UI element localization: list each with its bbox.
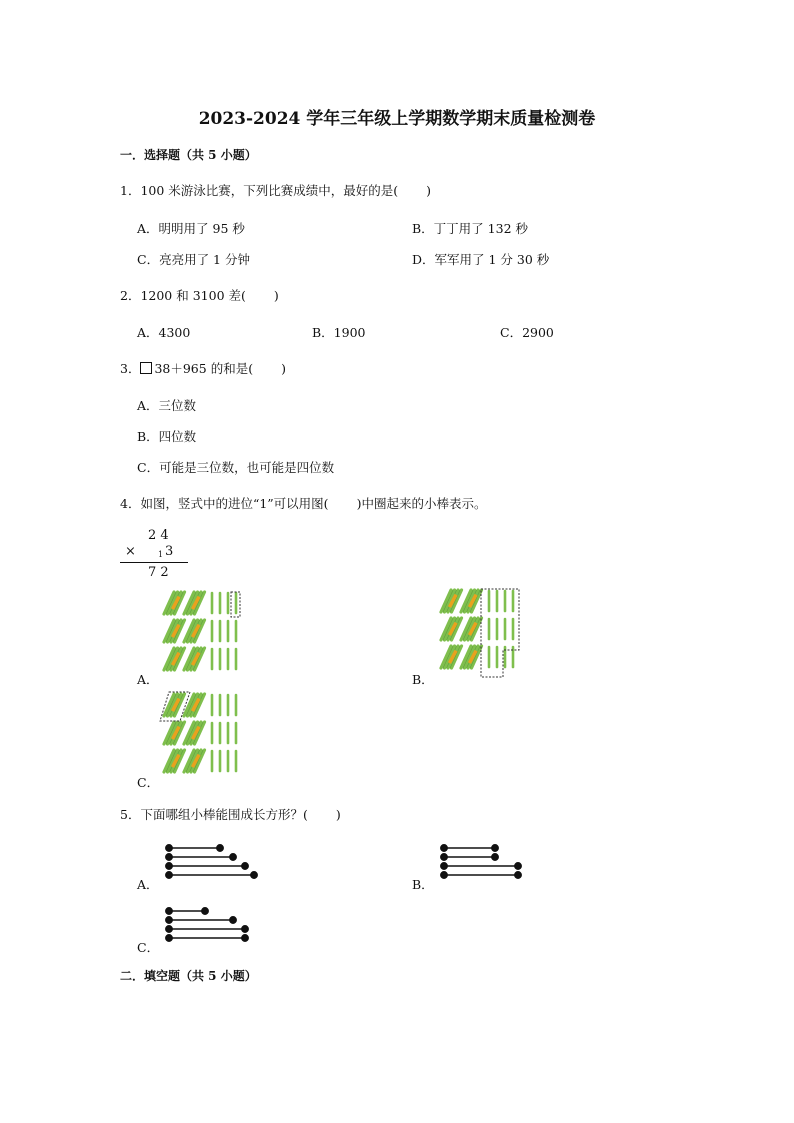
stick-bundle-icon	[461, 590, 482, 612]
q1-option-b[interactable]: B．丁丁用了 132 秒	[412, 221, 528, 236]
rod	[441, 845, 498, 851]
q3-option-c[interactable]: C．可能是三位数，也可能是四位数	[137, 460, 335, 475]
rods-figure-b	[440, 844, 540, 886]
question-2	[120, 286, 279, 304]
rods-figure-c	[165, 907, 265, 949]
carry-digit: 1	[158, 550, 164, 559]
q4-option-a[interactable]: A．	[137, 672, 159, 687]
empty-box-icon	[140, 362, 152, 374]
stick-bundle-icon	[164, 750, 185, 772]
q5-option-b[interactable]: B．	[412, 877, 434, 892]
question-5-stem-end: )	[335, 807, 341, 822]
stick-bundle-icon	[164, 648, 185, 670]
stick-bundle-icon	[461, 618, 482, 640]
question-3-number: 3．	[120, 361, 141, 376]
q5-option-a[interactable]: A．	[137, 877, 159, 892]
stick-bundle-icon	[441, 618, 462, 640]
multiplier: 3	[165, 544, 174, 559]
stick-bundle-icon	[164, 722, 185, 744]
stick-bundle-icon	[164, 592, 185, 614]
vertical-multiplication	[120, 528, 190, 584]
q1-option-d[interactable]: D．军军用了 1 分 30 秒	[412, 252, 550, 267]
rod	[441, 854, 498, 860]
question-5	[120, 805, 341, 823]
q4-option-b[interactable]: B．	[412, 672, 434, 687]
stick-bundle-icon	[164, 620, 185, 642]
stick-bundle-icon	[184, 694, 205, 716]
page-title: 2023-2024 学年三年级上学期数学期末质量检测卷	[198, 109, 596, 129]
rod	[166, 935, 248, 941]
question-1-stem: 1．100 米游泳比赛，下列比赛成绩中，最好的是(	[120, 183, 399, 198]
question-4	[120, 494, 486, 512]
question-4-stem: 4．如图，竖式中的进位“1”可以用图(	[120, 496, 329, 511]
q2-option-c[interactable]: C．2900	[500, 325, 554, 340]
question-3-stem-end: )	[281, 361, 286, 376]
rod	[441, 872, 521, 878]
rod	[166, 854, 236, 860]
question-3	[120, 359, 286, 377]
section-heading-choice: 一．选择题（共 5 小题）	[120, 148, 257, 162]
rod	[166, 926, 248, 932]
question-1-stem-end: )	[426, 183, 432, 198]
sticks-figure-a	[160, 588, 250, 683]
question-4-stem-end: )中圈起来的小棒表示。	[356, 496, 487, 511]
q2-option-a[interactable]: A．4300	[137, 325, 191, 340]
q5-option-c[interactable]: C．	[137, 940, 160, 955]
stick-bundle-icon	[184, 592, 205, 614]
sticks-figure-b	[437, 586, 527, 681]
stick-bundle-icon	[184, 722, 205, 744]
rod	[441, 863, 521, 869]
q3-option-b[interactable]: B．四位数	[137, 429, 197, 444]
multiply-sign: ×	[125, 544, 136, 559]
rod	[166, 917, 236, 923]
question-5-stem: 5．下面哪组小棒能围成长方形？(	[120, 807, 308, 822]
rod	[166, 908, 208, 914]
rod	[166, 845, 223, 851]
rods-figure-a	[165, 844, 265, 886]
rod	[166, 863, 248, 869]
product: 7 2	[148, 565, 169, 580]
q3-option-a[interactable]: A．三位数	[137, 398, 197, 413]
stick-bundle-icon	[461, 646, 482, 668]
stick-bundle-icon	[184, 648, 205, 670]
rod	[166, 872, 257, 878]
section-heading-fill: 二．填空题（共 5 小题）	[120, 969, 257, 983]
stick-bundle-icon	[184, 750, 205, 772]
q4-option-c[interactable]: C．	[137, 775, 160, 790]
sticks-figure-c	[160, 690, 250, 785]
multiplicand: 2 4	[148, 528, 169, 543]
stick-bundle-icon	[184, 620, 205, 642]
stick-bundle-icon	[441, 646, 462, 668]
q1-option-c[interactable]: C．亮亮用了 1 分钟	[137, 252, 250, 267]
stick-bundle-icon	[441, 590, 462, 612]
question-2-stem: 2．1200 和 3100 差(	[120, 288, 246, 303]
question-2-stem-end: )	[273, 288, 279, 303]
q1-option-a[interactable]: A．明明用了 95 秒	[137, 221, 245, 236]
question-1	[120, 181, 431, 199]
result-line	[120, 562, 188, 563]
q2-option-b[interactable]: B．1900	[312, 325, 366, 340]
question-3-stem: 38＋965 的和是(	[154, 361, 254, 376]
